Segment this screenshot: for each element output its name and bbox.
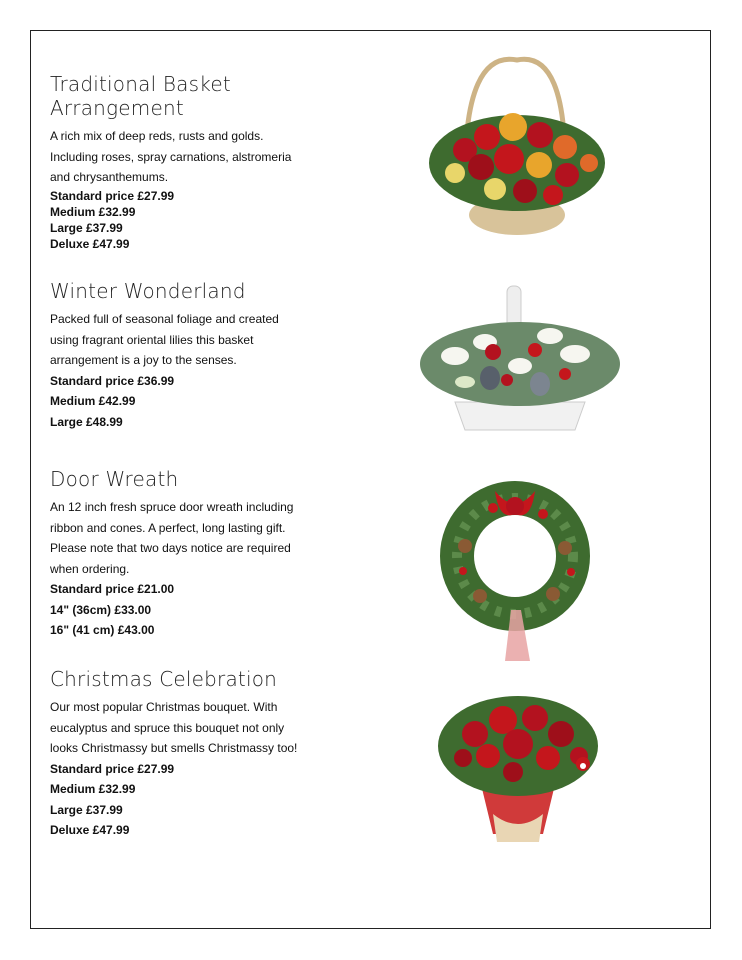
product-title: Winter Wonderland: [50, 279, 246, 303]
white-basket-icon: [415, 284, 625, 434]
product-description: Our most popular Christmas bouquet. With eucalyptus and spruce this bouquet not only looks Christmassy but smells Christmassy too!: [50, 700, 298, 755]
product-description: Packed full of seasonal foliage and created using fragrant oriental lilies this basket arrangement is a joy to the senses.: [50, 312, 279, 367]
price-medium: 14" (36cm) £33.00: [50, 602, 152, 617]
product-christmas-celebration: [50, 667, 300, 841]
price-medium: Medium £42.99: [50, 394, 136, 408]
product-title: Traditional Basket Arrangement: [50, 72, 231, 120]
price-standard: Standard price £27.99: [50, 188, 175, 203]
price-standard: Standard price £27.99: [50, 761, 175, 776]
flower-basket-icon: [425, 55, 610, 240]
price-large: Large £37.99: [50, 220, 123, 235]
price-medium: Medium £32.99: [50, 204, 136, 219]
price-large: Large £37.99: [50, 802, 123, 817]
price-list: [50, 188, 300, 252]
product-description: An 12 inch fresh spruce door wreath including ribbon and cones. A perfect, long lasting gift. Please note that two days notice are required when ordering.: [50, 500, 294, 576]
price-large: Large £48.99: [50, 414, 123, 429]
product-door-wreath: [50, 467, 300, 641]
price-large: 16" (41 cm) £43.00: [50, 623, 155, 637]
price-list: [50, 371, 300, 433]
product-winter-wonderland: [50, 279, 300, 432]
price-medium: Medium £32.99: [50, 782, 136, 796]
wreath-icon: [435, 476, 595, 666]
product-description: A rich mix of deep reds, rusts and golds. Including roses, spray carnations, alstromeria and chrysanthemums.: [50, 129, 292, 184]
bouquet-icon: [433, 684, 603, 849]
price-deluxe: Deluxe £47.99: [50, 236, 130, 251]
price-deluxe: Deluxe £47.99: [50, 823, 130, 837]
price-standard: Standard price £36.99: [50, 373, 175, 388]
product-traditional-basket: [50, 72, 300, 252]
product-title: Door Wreath: [50, 467, 179, 491]
product-title: Christmas Celebration: [50, 667, 278, 691]
price-list: [50, 759, 300, 841]
price-list: [50, 579, 300, 641]
price-standard: Standard price £21.00: [50, 582, 175, 596]
